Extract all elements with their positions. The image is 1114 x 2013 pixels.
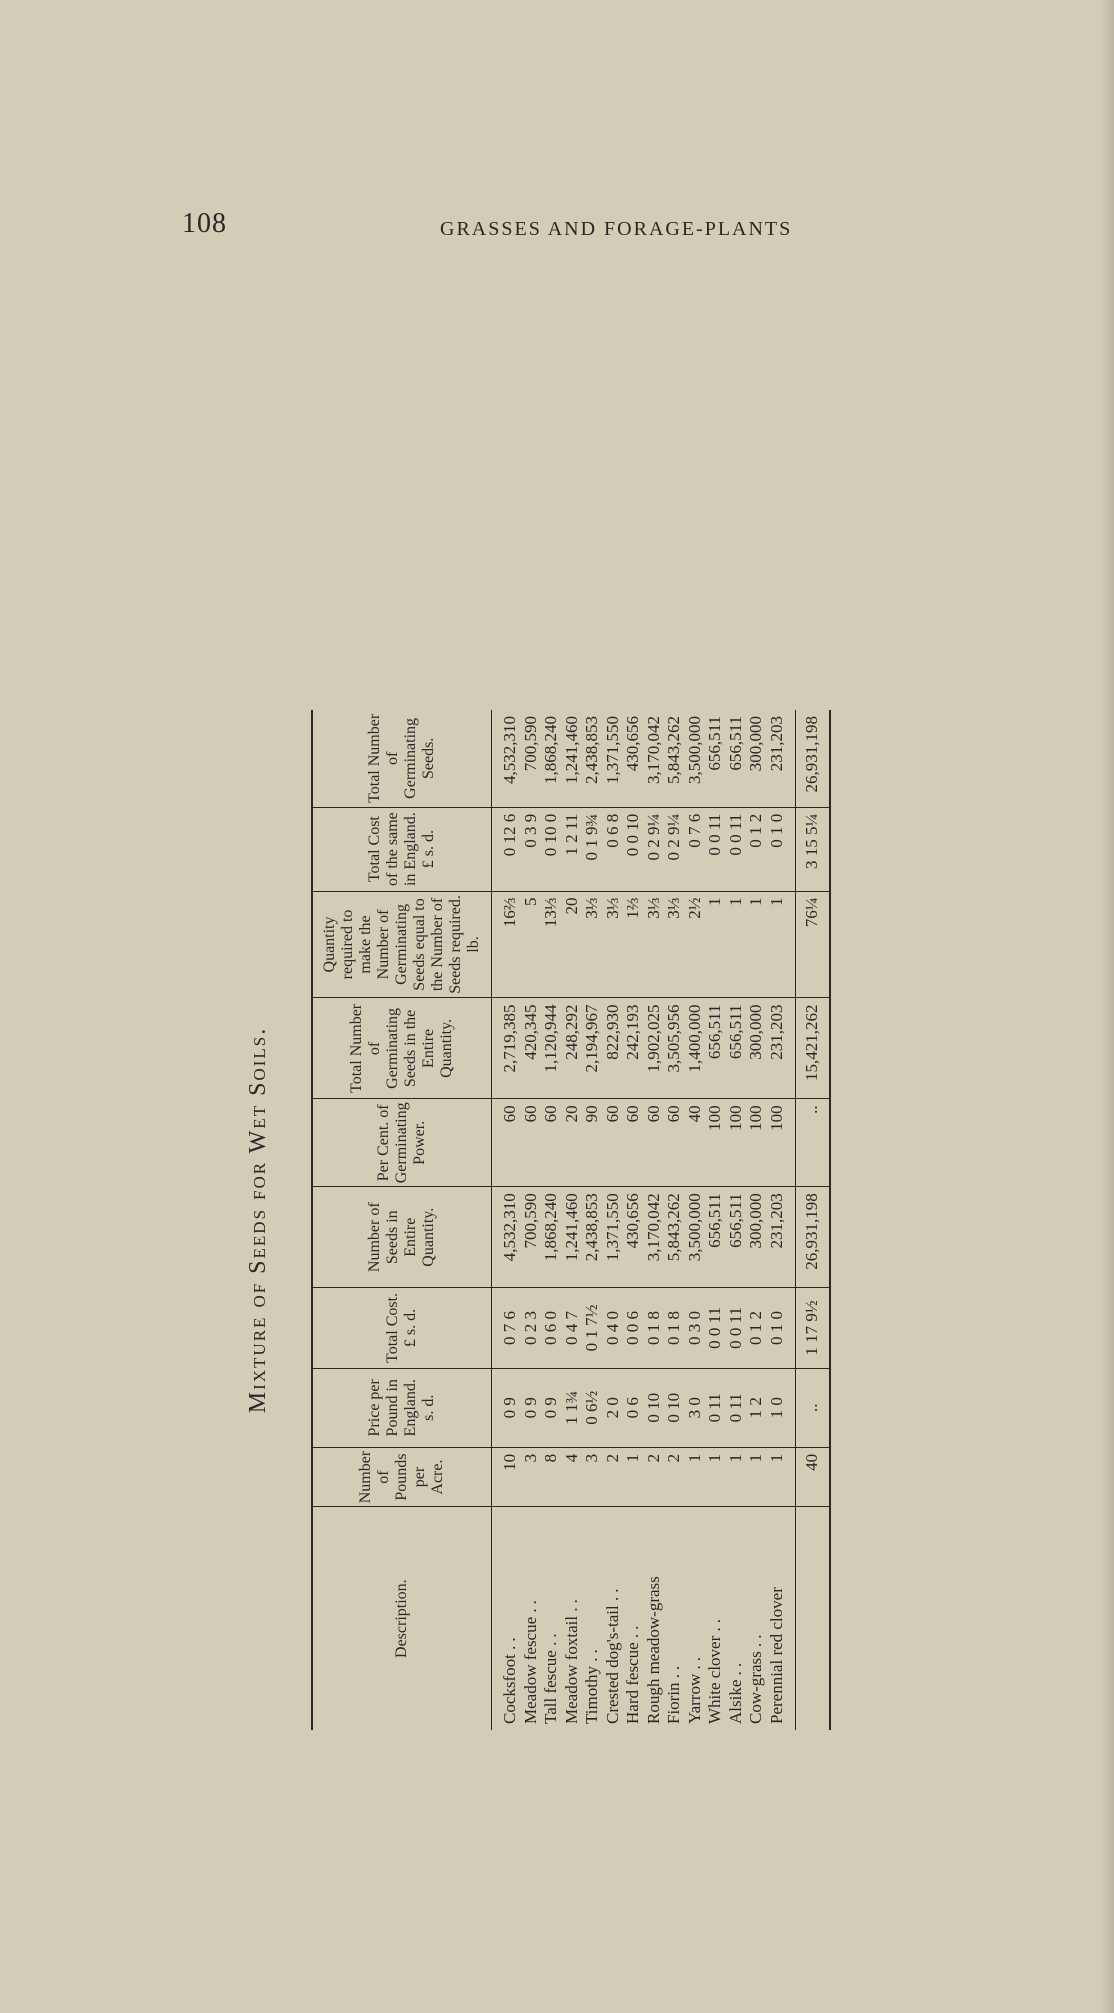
cell-germ: 822,930 xyxy=(603,998,624,1099)
cell-percent: 60 xyxy=(664,1099,685,1187)
cell-total-cost: 0 3 0 xyxy=(685,1288,706,1369)
header-cost-same xyxy=(312,807,492,891)
table-row xyxy=(603,710,624,1730)
cell-total-cost: 0 1 8 xyxy=(664,1288,685,1369)
cell-total-cost: 0 1 7½ xyxy=(582,1288,603,1369)
header-price-units: s. d. xyxy=(420,1394,437,1421)
cell-total-germ: 3,170,042 xyxy=(644,710,665,807)
table-row xyxy=(644,710,665,1730)
cell-total-cost: 0 2 3 xyxy=(521,1288,542,1369)
cell-cost-same: 0 0 10 xyxy=(623,807,644,891)
cell-description: White clover .. xyxy=(705,1614,724,1724)
cell-price: 2 0 xyxy=(603,1368,624,1447)
cell-total-germ: 656,511 xyxy=(726,710,747,807)
cell-price: 0 6½ xyxy=(582,1368,603,1447)
header-seeds-number: Number of Seeds in Entire Quantity. xyxy=(312,1187,492,1288)
cell-pounds: 2 xyxy=(603,1447,624,1506)
header-total-cost-label: Total Cost. xyxy=(384,1292,401,1363)
table-row xyxy=(492,710,521,1730)
cell-pounds: 1 xyxy=(623,1447,644,1506)
totals-germ: 15,421,262 xyxy=(796,998,830,1099)
cell-quantity: 20 xyxy=(562,891,583,998)
cell-description: Meadow foxtail .. xyxy=(561,1595,581,1724)
cell-quantity: 3⅓ xyxy=(603,891,624,998)
header-total-cost xyxy=(312,1288,492,1369)
table-row xyxy=(664,710,685,1730)
cell-seeds: 5,843,262 xyxy=(664,1187,685,1288)
table-title: Mixture of Seeds for Wet Soils. xyxy=(245,1026,271,1414)
totals-row xyxy=(796,710,830,1730)
cell-cost-same: 1 2 11 xyxy=(562,807,583,891)
cell-total-germ: 2,438,853 xyxy=(582,710,603,807)
cell-cost-same: 0 0 11 xyxy=(705,807,726,891)
cell-total-germ: 1,868,240 xyxy=(541,710,562,807)
cell-price: 0 10 xyxy=(664,1368,685,1447)
cell-pounds: 1 xyxy=(685,1447,706,1506)
cell-germ: 1,400,000 xyxy=(685,998,706,1099)
header-pounds: Number of Pounds per Acre. xyxy=(312,1447,492,1506)
cell-total-germ: 1,241,460 xyxy=(562,710,583,807)
cell-quantity: 1⅔ xyxy=(623,891,644,998)
rotated-table-region xyxy=(245,690,1114,1750)
cell-germ: 656,511 xyxy=(726,998,747,1099)
header-total-germ: Total Number of Germinating Seeds. xyxy=(312,710,492,807)
cell-total-germ: 4,532,310 xyxy=(492,710,521,807)
header-germ-number: Total Number of Germinating Seeds in the Entire Quantity. xyxy=(312,998,492,1099)
cell-percent: 60 xyxy=(541,1099,562,1187)
cell-cost-same: 0 2 9¼ xyxy=(664,807,685,891)
cell-pounds: 1 xyxy=(705,1447,726,1506)
cell-quantity: 1 xyxy=(767,891,796,998)
cell-germ: 3,505,956 xyxy=(664,998,685,1099)
cell-germ: 656,511 xyxy=(705,998,726,1099)
header-quantity-required xyxy=(312,891,492,998)
totals-total-cost: 1 17 9½ xyxy=(796,1288,830,1369)
cell-germ: 231,203 xyxy=(767,998,796,1099)
table-row xyxy=(705,710,726,1730)
cell-description: Meadow fescue .. xyxy=(520,1596,540,1724)
cell-description: Perennial red clover xyxy=(766,1587,786,1724)
cell-seeds: 700,590 xyxy=(521,1187,542,1288)
cell-percent: 60 xyxy=(603,1099,624,1187)
cell-percent: 60 xyxy=(521,1099,542,1187)
cell-total-cost: 0 1 8 xyxy=(644,1288,665,1369)
cell-pounds: 3 xyxy=(582,1447,603,1506)
totals-cost-same: 3 15 5¼ xyxy=(796,807,830,891)
cell-pounds: 1 xyxy=(746,1447,767,1506)
header-price xyxy=(312,1368,492,1447)
cell-cost-same: 0 12 6 xyxy=(492,807,521,891)
cell-total-germ: 700,590 xyxy=(521,710,542,807)
cell-cost-same: 0 1 0 xyxy=(767,807,796,891)
cell-cost-same: 0 6 8 xyxy=(603,807,624,891)
totals-description xyxy=(796,1507,830,1730)
cell-total-cost: 0 7 6 xyxy=(492,1288,521,1369)
cell-germ: 1,902,025 xyxy=(644,998,665,1099)
table-row xyxy=(562,710,583,1730)
cell-seeds: 231,203 xyxy=(767,1187,796,1288)
cell-total-cost: 0 1 2 xyxy=(746,1288,767,1369)
cell-germ: 242,193 xyxy=(623,998,644,1099)
cell-seeds: 3,170,042 xyxy=(644,1187,665,1288)
cell-seeds: 1,371,550 xyxy=(603,1187,624,1288)
seed-mixture-table xyxy=(311,710,831,1730)
table-row xyxy=(685,710,706,1730)
totals-percent: .. xyxy=(796,1099,830,1187)
cell-price: 1 2 xyxy=(746,1368,767,1447)
cell-quantity: 2½ xyxy=(685,891,706,998)
cell-seeds: 300,000 xyxy=(746,1187,767,1288)
table-header-row xyxy=(312,710,492,1730)
totals-total-germ: 26,931,198 xyxy=(796,710,830,807)
cell-total-cost: 0 4 0 xyxy=(603,1288,624,1369)
table-row xyxy=(623,710,644,1730)
cell-pounds: 2 xyxy=(644,1447,665,1506)
header-cost-same-units: £ s. d. xyxy=(420,830,437,869)
cell-total-cost: 0 0 11 xyxy=(726,1288,747,1369)
running-head: GRASSES AND FORAGE-PLANTS xyxy=(440,218,793,240)
cell-percent: 100 xyxy=(746,1099,767,1187)
cell-percent: 60 xyxy=(492,1099,521,1187)
table-row xyxy=(726,710,747,1730)
cell-price: 1 1¾ xyxy=(562,1368,583,1447)
cell-price: 0 10 xyxy=(644,1368,665,1447)
cell-cost-same: 0 1 2 xyxy=(746,807,767,891)
cell-price: 1 0 xyxy=(767,1368,796,1447)
cell-description: Rough meadow-grass xyxy=(643,1576,663,1724)
cell-percent: 100 xyxy=(767,1099,796,1187)
cell-total-germ: 656,511 xyxy=(705,710,726,807)
cell-quantity: 5 xyxy=(521,891,542,998)
page-header xyxy=(170,208,830,248)
cell-total-cost: 0 4 7 xyxy=(562,1288,583,1369)
cell-total-cost: 0 1 0 xyxy=(767,1288,796,1369)
totals-price: .. xyxy=(796,1368,830,1447)
cell-description: Fiorin .. xyxy=(664,1661,683,1724)
cell-percent: 100 xyxy=(705,1099,726,1187)
cell-percent: 90 xyxy=(582,1099,603,1187)
header-total-cost-units: £ s. d. xyxy=(402,1308,419,1348)
cell-total-germ: 3,500,000 xyxy=(685,710,706,807)
header-cost-same-label: Total Cost of the same in England. xyxy=(366,812,419,887)
cell-percent: 60 xyxy=(644,1099,665,1187)
cell-quantity: 3⅓ xyxy=(582,891,603,998)
totals-seeds: 26,931,198 xyxy=(796,1187,830,1288)
cell-total-germ: 231,203 xyxy=(767,710,796,807)
cell-percent: 100 xyxy=(726,1099,747,1187)
header-quantity-label: Quantity required to make the Number of Germinating Seeds equal to the Number of Seeds required. xyxy=(321,895,464,994)
cell-quantity: 1 xyxy=(746,891,767,998)
table-body xyxy=(492,710,796,1730)
cell-price: 0 6 xyxy=(623,1368,644,1447)
cell-seeds: 4,532,310 xyxy=(492,1187,521,1288)
cell-cost-same: 0 3 9 xyxy=(521,807,542,891)
table-row xyxy=(541,710,562,1730)
cell-description: Timothy .. xyxy=(582,1645,601,1724)
cell-percent: 20 xyxy=(562,1099,583,1187)
cell-price: 3 0 xyxy=(685,1368,706,1447)
cell-pounds: 10 xyxy=(492,1447,521,1506)
cell-total-cost: 0 0 11 xyxy=(705,1288,726,1369)
cell-germ: 1,120,944 xyxy=(541,998,562,1099)
cell-germ: 2,719,385 xyxy=(492,998,521,1099)
cell-cost-same: 0 0 11 xyxy=(726,807,747,891)
cell-total-germ: 1,371,550 xyxy=(603,710,624,807)
cell-description: Cocksfoot .. xyxy=(500,1633,519,1724)
cell-seeds: 2,438,853 xyxy=(582,1187,603,1288)
header-price-label: Price per Pound in England. xyxy=(366,1379,419,1437)
cell-price: 0 9 xyxy=(492,1368,521,1447)
cell-cost-same: 0 1 9¾ xyxy=(582,807,603,891)
cell-percent: 40 xyxy=(685,1099,706,1187)
table-row xyxy=(746,710,767,1730)
header-percent: Per Cent. of Germinating Power. xyxy=(312,1099,492,1187)
cell-total-cost: 0 6 0 xyxy=(541,1288,562,1369)
cell-quantity: 3⅓ xyxy=(664,891,685,998)
cell-pounds: 8 xyxy=(541,1447,562,1506)
cell-description: Cow-grass .. xyxy=(746,1630,765,1724)
cell-germ: 300,000 xyxy=(746,998,767,1099)
cell-quantity: 13⅓ xyxy=(541,891,562,998)
cell-germ: 248,292 xyxy=(562,998,583,1099)
cell-description: Hard fescue .. xyxy=(623,1621,642,1724)
cell-seeds: 1,868,240 xyxy=(541,1187,562,1288)
cell-pounds: 2 xyxy=(664,1447,685,1506)
cell-total-cost: 0 0 6 xyxy=(623,1288,644,1369)
cell-seeds: 3,500,000 xyxy=(685,1187,706,1288)
cell-description: Tall fescue .. xyxy=(541,1629,560,1724)
cell-description: Alsike .. xyxy=(725,1658,745,1724)
cell-price: 0 11 xyxy=(726,1368,747,1447)
page-number: 108 xyxy=(182,208,227,239)
cell-quantity: 3⅓ xyxy=(644,891,665,998)
cell-total-germ: 300,000 xyxy=(746,710,767,807)
header-quantity-units: lb. xyxy=(465,936,482,953)
cell-quantity: 16⅔ xyxy=(492,891,521,998)
cell-total-germ: 5,843,262 xyxy=(664,710,685,807)
cell-price: 0 9 xyxy=(541,1368,562,1447)
cell-pounds: 1 xyxy=(767,1447,796,1506)
cell-germ: 420,345 xyxy=(521,998,542,1099)
cell-seeds: 1,241,460 xyxy=(562,1187,583,1288)
cell-pounds: 1 xyxy=(726,1447,747,1506)
totals-pounds: 40 xyxy=(796,1447,830,1506)
cell-pounds: 3 xyxy=(521,1447,542,1506)
cell-seeds: 656,511 xyxy=(726,1187,747,1288)
cell-price: 0 11 xyxy=(705,1368,726,1447)
cell-total-germ: 430,656 xyxy=(623,710,644,807)
table-row xyxy=(582,710,603,1730)
cell-percent: 60 xyxy=(623,1099,644,1187)
cell-cost-same: 0 7 6 xyxy=(685,807,706,891)
table-row xyxy=(767,710,796,1730)
cell-cost-same: 0 2 9¼ xyxy=(644,807,665,891)
cell-pounds: 4 xyxy=(562,1447,583,1506)
cell-description: Crested dog's-tail .. xyxy=(602,1584,622,1724)
table-row xyxy=(521,710,542,1730)
cell-seeds: 656,511 xyxy=(705,1187,726,1288)
cell-price: 0 9 xyxy=(521,1368,542,1447)
cell-germ: 2,194,967 xyxy=(582,998,603,1099)
cell-quantity: 1 xyxy=(705,891,726,998)
cell-quantity: 1 xyxy=(726,891,747,998)
cell-seeds: 430,656 xyxy=(623,1187,644,1288)
cell-cost-same: 0 10 0 xyxy=(541,807,562,891)
totals-quantity: 76¼ xyxy=(796,891,830,998)
cell-description: Yarrow .. xyxy=(684,1653,704,1724)
header-description: Description. xyxy=(312,1507,492,1730)
